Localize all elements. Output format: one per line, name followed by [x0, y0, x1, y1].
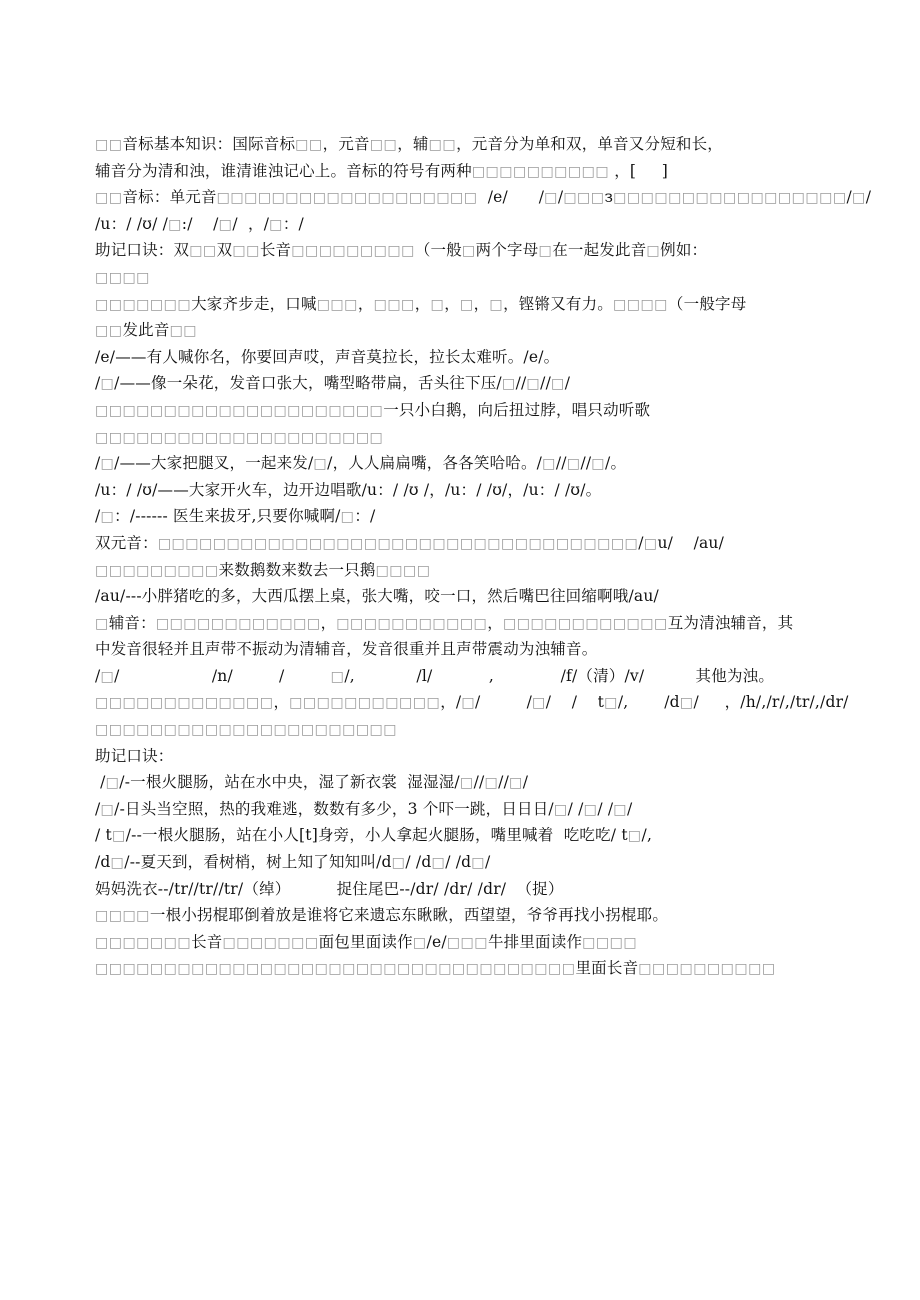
text-line: /□/ /n/ / □/, /l/ , /f/（清）/v/ 其他为浊。	[95, 666, 775, 685]
text-line: 妈妈洗衣--/tr//tr//tr/（绰） 捉住尾巴--/dr/ /dr/ /dr/ （捉）	[95, 879, 564, 898]
missing-glyph: □□□□□□□□□□□□	[503, 615, 668, 632]
missing-glyph: □□	[95, 137, 123, 153]
text-line: /□/——大家把腿叉，一起来发/□/，人人扁扁嘴，各各笑哈哈。/□//□//□/。	[95, 454, 627, 473]
text-line: /u：/ /ʊ/ /□:/ /□/ ，/□：/	[95, 214, 304, 233]
missing-glyph: □	[459, 296, 474, 313]
missing-glyph: □	[851, 190, 866, 207]
missing-glyph: □	[532, 695, 546, 712]
text-line: □□音标：单元音□□□□□□□□□□□□□□□□□□□ /e/ /□/□□□з□□□□□□□□□□□□□□□□□/□/	[95, 188, 872, 207]
missing-glyph: □	[471, 855, 486, 872]
text-line: /□/-一根火腿肠，站在水中央，湿了新衣裳 湿湿湿/□//□//□/	[95, 773, 529, 792]
missing-glyph: □□□□□□□	[95, 296, 192, 313]
text-line: /□/-日头当空照，热的我难逃，数数有多少，3 个吓一跳，日日日/□/ /□/ /□/	[95, 799, 633, 818]
missing-glyph: □□□	[373, 296, 415, 313]
missing-glyph: □□□□□□□□□□□□□□□□□□□□□□□□□□□□□□□□□□□	[95, 961, 576, 978]
missing-glyph: □□	[428, 137, 457, 153]
missing-glyph: □□□□□□□□□□□	[289, 695, 441, 712]
missing-glyph: □	[542, 456, 556, 473]
missing-glyph: □	[100, 376, 115, 393]
text-line: □□□□一根小拐棍耶倒着放是谁将它来遗忘东瞅瞅，西望望，爷爷再找小拐棍耶。	[95, 906, 669, 925]
missing-glyph: □	[643, 535, 658, 552]
text-line: □□□□□□□长音□□□□□□□面包里面读作□/e/□□□牛排里面读作□□□□	[95, 932, 638, 951]
text-line: /u：/ /ʊ/——大家开火车，边开边唱歌/u：/ /ʊ /，/u：/ /ʊ/，/u：/ /ʊ/。	[95, 480, 602, 499]
text-line	[95, 716, 835, 743]
missing-glyph: □□□□□□□	[95, 934, 192, 951]
missing-glyph: □	[591, 456, 606, 473]
missing-glyph: □	[391, 855, 406, 872]
missing-glyph: □	[679, 695, 694, 712]
missing-glyph: □□□	[446, 934, 488, 951]
text-line: □□□□□□□□□□□□□，□□□□□□□□□□□，/□/ /□/ / t□/, /d□/ ，/h/,/r/,/tr/,/dr/	[95, 693, 849, 712]
missing-glyph: □	[538, 243, 553, 260]
missing-glyph: □	[100, 801, 115, 818]
missing-glyph: □□□□□□□□□□□□□□□□□	[613, 190, 847, 207]
missing-glyph: □□	[95, 323, 123, 340]
missing-glyph: □□□	[316, 296, 358, 313]
text-line: 中发音很轻并且声带不振动为清辅音，发音很重并且声带震动为浊辅音。	[95, 640, 598, 659]
missing-glyph: □	[431, 855, 446, 872]
text-line: □□□□□□□□□□□□□□□□□□□□□一只小白鹅，向后扭过脖，唱只动听歌	[95, 400, 651, 419]
missing-glyph: □	[544, 190, 558, 207]
missing-glyph: □□□□	[613, 296, 668, 313]
missing-glyph: □	[340, 509, 355, 526]
missing-glyph: □	[110, 855, 125, 872]
missing-glyph: □	[168, 216, 182, 233]
missing-glyph: □	[412, 934, 427, 951]
missing-glyph: □	[100, 668, 115, 685]
text-line: □□□□□□□□□来数鹅数来数去一只鹅□□□□	[95, 560, 431, 579]
missing-glyph: □	[583, 801, 598, 818]
missing-glyph: □□□□□□□□□□□□□□□□□□□□□□	[95, 722, 398, 739]
text-line: 助记口诀：双□□双□□长音□□□□□□□□□（一般□两个字母□在一起发此音□例如：	[95, 241, 708, 260]
missing-glyph: □	[509, 775, 523, 792]
missing-glyph: □	[459, 775, 474, 792]
missing-glyph: □	[526, 376, 541, 393]
missing-glyph: □□□□□□□□□□□□	[155, 615, 321, 632]
missing-glyph: □	[551, 376, 565, 393]
missing-glyph: □	[313, 456, 328, 473]
text-line: /au/---小胖猪吃的多，大西瓜摆上桌，张大嘴，咬一口，然后嘴巴往回缩啊哦/au/	[95, 587, 659, 606]
missing-glyph: □	[604, 695, 618, 712]
missing-glyph: □□□□□□□□□	[291, 243, 415, 260]
text-line: /□：/------ 医生来拔牙,只要你喊啊/□：/	[95, 507, 376, 526]
missing-glyph: □□□□	[95, 269, 150, 286]
text-line	[95, 264, 835, 291]
missing-glyph: □□□□□□□□□□□□□□□□□□□□□	[95, 402, 384, 419]
text-line: □□发此音□□	[95, 321, 198, 340]
missing-glyph: □□□□	[95, 908, 150, 925]
missing-glyph: □□	[95, 190, 123, 207]
missing-glyph: □	[95, 615, 109, 632]
missing-glyph: □	[111, 828, 126, 845]
missing-glyph: □□□□□□□□□□	[471, 163, 610, 180]
missing-glyph: □	[269, 216, 283, 233]
missing-glyph: □□	[369, 137, 398, 153]
missing-glyph: □□□□□□□□□□	[638, 961, 776, 978]
missing-glyph: □	[553, 801, 568, 818]
missing-glyph: □	[105, 775, 120, 792]
text-line: /□/——像一朵花，发音口张大，嘴型略带扁，舌头往下压/□//□//□/	[95, 374, 571, 393]
missing-glyph: □□□	[563, 190, 605, 207]
text-line: 双元音：□□□□□□□□□□□□□□□□□□□□□□□□□□□□□□□□□□□/□u/ /au/	[95, 533, 725, 552]
document-page	[95, 131, 872, 982]
missing-glyph: □□□□□□□□□□□□□□□□□□□	[216, 190, 478, 207]
missing-glyph: □□□□□□□□□□□□□□□□□□□□□	[95, 429, 384, 446]
missing-glyph: □□□□□□□□□□□□□□□□□□□□□□□□□□□□□□□□□□□	[157, 535, 639, 552]
missing-glyph: □	[461, 243, 476, 260]
text-line: □辅音：□□□□□□□□□□□□，□□□□□□□□□□□，□□□□□□□□□□□□互为清浊辅音，其	[95, 613, 794, 632]
text-line: / t□/--一根火腿肠，站在小人[t]身旁，小人拿起火腿肠，嘴里喊着 吃吃吃/ t□/,	[95, 826, 653, 845]
missing-glyph: □□	[232, 243, 260, 260]
missing-glyph: □□□□□□□□□	[95, 562, 219, 579]
missing-glyph: □	[100, 509, 115, 526]
text-line: 助记口诀：	[95, 746, 174, 765]
missing-glyph: □□	[169, 323, 198, 340]
text-line: □□□□□□□大家齐步走，口喊□□□，□□□，□，□，□，铿锵又有力。□□□□（一般字母	[95, 294, 747, 313]
text-line: /d□/--夏天到，看树梢，树上知了知知叫/d□/ /d□/ /d□/	[95, 853, 491, 872]
missing-glyph: □□	[295, 137, 323, 153]
missing-glyph: □□	[189, 243, 217, 260]
missing-glyph: □	[430, 296, 445, 313]
missing-glyph: □□□□□□□□□□□	[336, 615, 488, 632]
missing-glyph: □	[330, 668, 345, 685]
missing-glyph: □	[484, 775, 499, 792]
missing-glyph: □	[218, 216, 233, 233]
missing-glyph: □	[566, 456, 581, 473]
text-line: 辅音分为清和浊，谁清谁浊记心上。音标的符号有两种□□□□□□□□□□ ，[ ]	[95, 161, 669, 180]
missing-glyph: □□□□□□□□□□□□□	[95, 695, 274, 712]
missing-glyph: □	[461, 695, 476, 712]
text-line: /e/——有人喊你名，你要回声哎，声音莫拉长，拉长太难听。/e/。	[95, 347, 560, 366]
missing-glyph: □	[627, 828, 642, 845]
missing-glyph: □	[489, 296, 504, 313]
missing-glyph: □	[100, 456, 115, 473]
missing-glyph: □	[501, 376, 516, 393]
missing-glyph: □□□□	[375, 562, 431, 579]
text-line: □□□□□□□□□□□□□□□□□□□□□□□□□□□□□□□□□□□里面长音□□□□□□□□□□	[95, 959, 776, 978]
missing-glyph: □	[613, 801, 628, 818]
missing-glyph: □□□□	[582, 934, 638, 951]
text-line	[95, 424, 835, 451]
missing-glyph: □	[646, 243, 661, 260]
missing-glyph: □□□□□□□	[222, 934, 319, 951]
text-line: □□音标基本知识：国际音标□□，元音□□，辅□□，元音分为单和双，单音又分短和长，	[95, 135, 723, 153]
